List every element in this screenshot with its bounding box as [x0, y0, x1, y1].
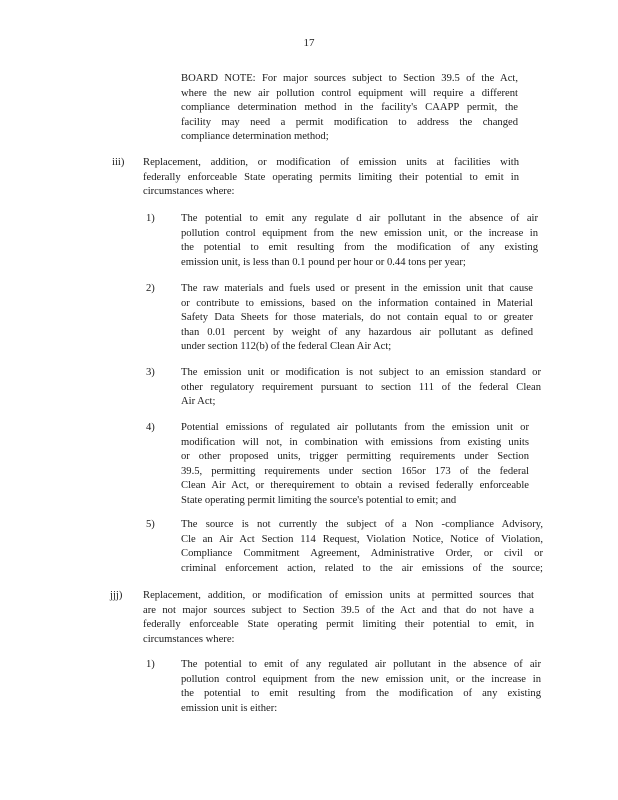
text-line: modification will not, in combination with emissions from existing units	[181, 436, 529, 448]
text-line: The emission unit or modification is not subject to an emission standard or	[181, 367, 541, 378]
section-intro	[143, 156, 519, 200]
section-label: iii)	[112, 157, 125, 168]
text-line: the potential to emit resulting from the modification of any existing	[181, 242, 538, 254]
text-line: Safety Data Sheets for those materials, do not contain equal to or greater	[181, 312, 533, 324]
text-line: than 0.01 percent by weight of any hazardous air pollutant as defined	[181, 326, 533, 338]
list-item	[181, 421, 529, 509]
text-line: Replacement, addition, or modification of emission units at facilities with	[143, 157, 519, 168]
section-intro	[143, 589, 534, 647]
text-line: Cle an Air Act Section 114 Request, Violation Notice, Notice of Violation,	[181, 533, 543, 545]
text-line: 39.5, permitting requirements under section 165or 173 of the federal	[181, 465, 529, 477]
text-line: pollution control equipment from the new emission unit, or the increase in	[181, 227, 538, 239]
list-item	[181, 518, 543, 576]
text-line: The potential to emit any regulate d air pollutant in the absence of air	[181, 213, 538, 224]
text-line: federally enforceable State operating permit limiting their potential to emit, in	[143, 619, 534, 631]
list-item	[181, 282, 533, 355]
text-line: compliance determination method in the facility's CAAPP permit, the	[181, 102, 518, 114]
item-label: 5)	[146, 519, 155, 530]
text-line: or contribute to emissions, based on the information contained in Material	[181, 297, 533, 309]
text-line: compliance determination method;	[181, 131, 329, 143]
text-line: The potential to emit of any regulated air pollutant in the absence of air	[181, 659, 541, 670]
text-line: pollution control equipment from the new emission unit, or the increase in	[181, 673, 541, 685]
item-label: 1)	[146, 213, 155, 224]
text-line: emission unit, is less than 0.1 pound per hour or 0.44 tons per year;	[181, 256, 466, 268]
board-note	[181, 72, 518, 145]
item-label: 3)	[146, 367, 155, 378]
text-line: federally enforceable State operating permits limiting their potential to emit in	[143, 171, 519, 183]
list-item	[181, 212, 538, 270]
text-line: other regulatory requirement pursuant to section 111 of the federal Clean	[181, 381, 541, 393]
text-line: or other proposed units, trigger permitting requirements under Section	[181, 451, 529, 463]
page-number: 17	[303, 37, 315, 49]
text-line: facility may need a permit modification to address the changed	[181, 116, 518, 128]
text-line: circumstances where:	[143, 186, 235, 198]
text-line: emission unit is either:	[181, 702, 278, 714]
item-label: 4)	[146, 422, 155, 433]
item-label: 1)	[146, 659, 155, 670]
text-line: The source is not currently the subject of a Non -compliance Advisory,	[181, 519, 543, 530]
text-line: Clean Air Act, or therequirement to obtain a revised federally enforceable	[181, 480, 529, 492]
text-line: circumstances where:	[143, 633, 235, 645]
text-line: are not major sources subject to Section 39.5 of the Act and that do not have a	[143, 604, 534, 616]
text-line: The raw materials and fuels used or present in the emission unit that cause	[181, 283, 533, 294]
text-line: State operating permit limiting the source's potential to emit; and	[181, 494, 457, 506]
text-line: under section 112(b) of the federal Clean Air Act;	[181, 341, 392, 353]
section-label: jjj)	[110, 590, 123, 601]
text-line: the potential to emit resulting from the modification of any existing	[181, 688, 541, 700]
text-line: where the new air pollution control equipment will require a different	[181, 87, 518, 99]
text-line: criminal enforcement action, related to the air emissions of the source;	[181, 562, 543, 574]
text-line: BOARD NOTE: For major sources subject to Section 39.5 of the Act,	[181, 73, 518, 84]
list-item	[181, 658, 541, 716]
text-line: Potential emissions of regulated air pollutants from the emission unit or	[181, 422, 529, 433]
text-line: Air Act;	[181, 396, 216, 408]
item-label: 2)	[146, 283, 155, 294]
text-line: Replacement, addition, or modification of emission units at permitted sources that	[143, 590, 534, 601]
text-line: Compliance Commitment Agreement, Administrative Order, or civil or	[181, 548, 543, 560]
list-item	[181, 366, 541, 410]
